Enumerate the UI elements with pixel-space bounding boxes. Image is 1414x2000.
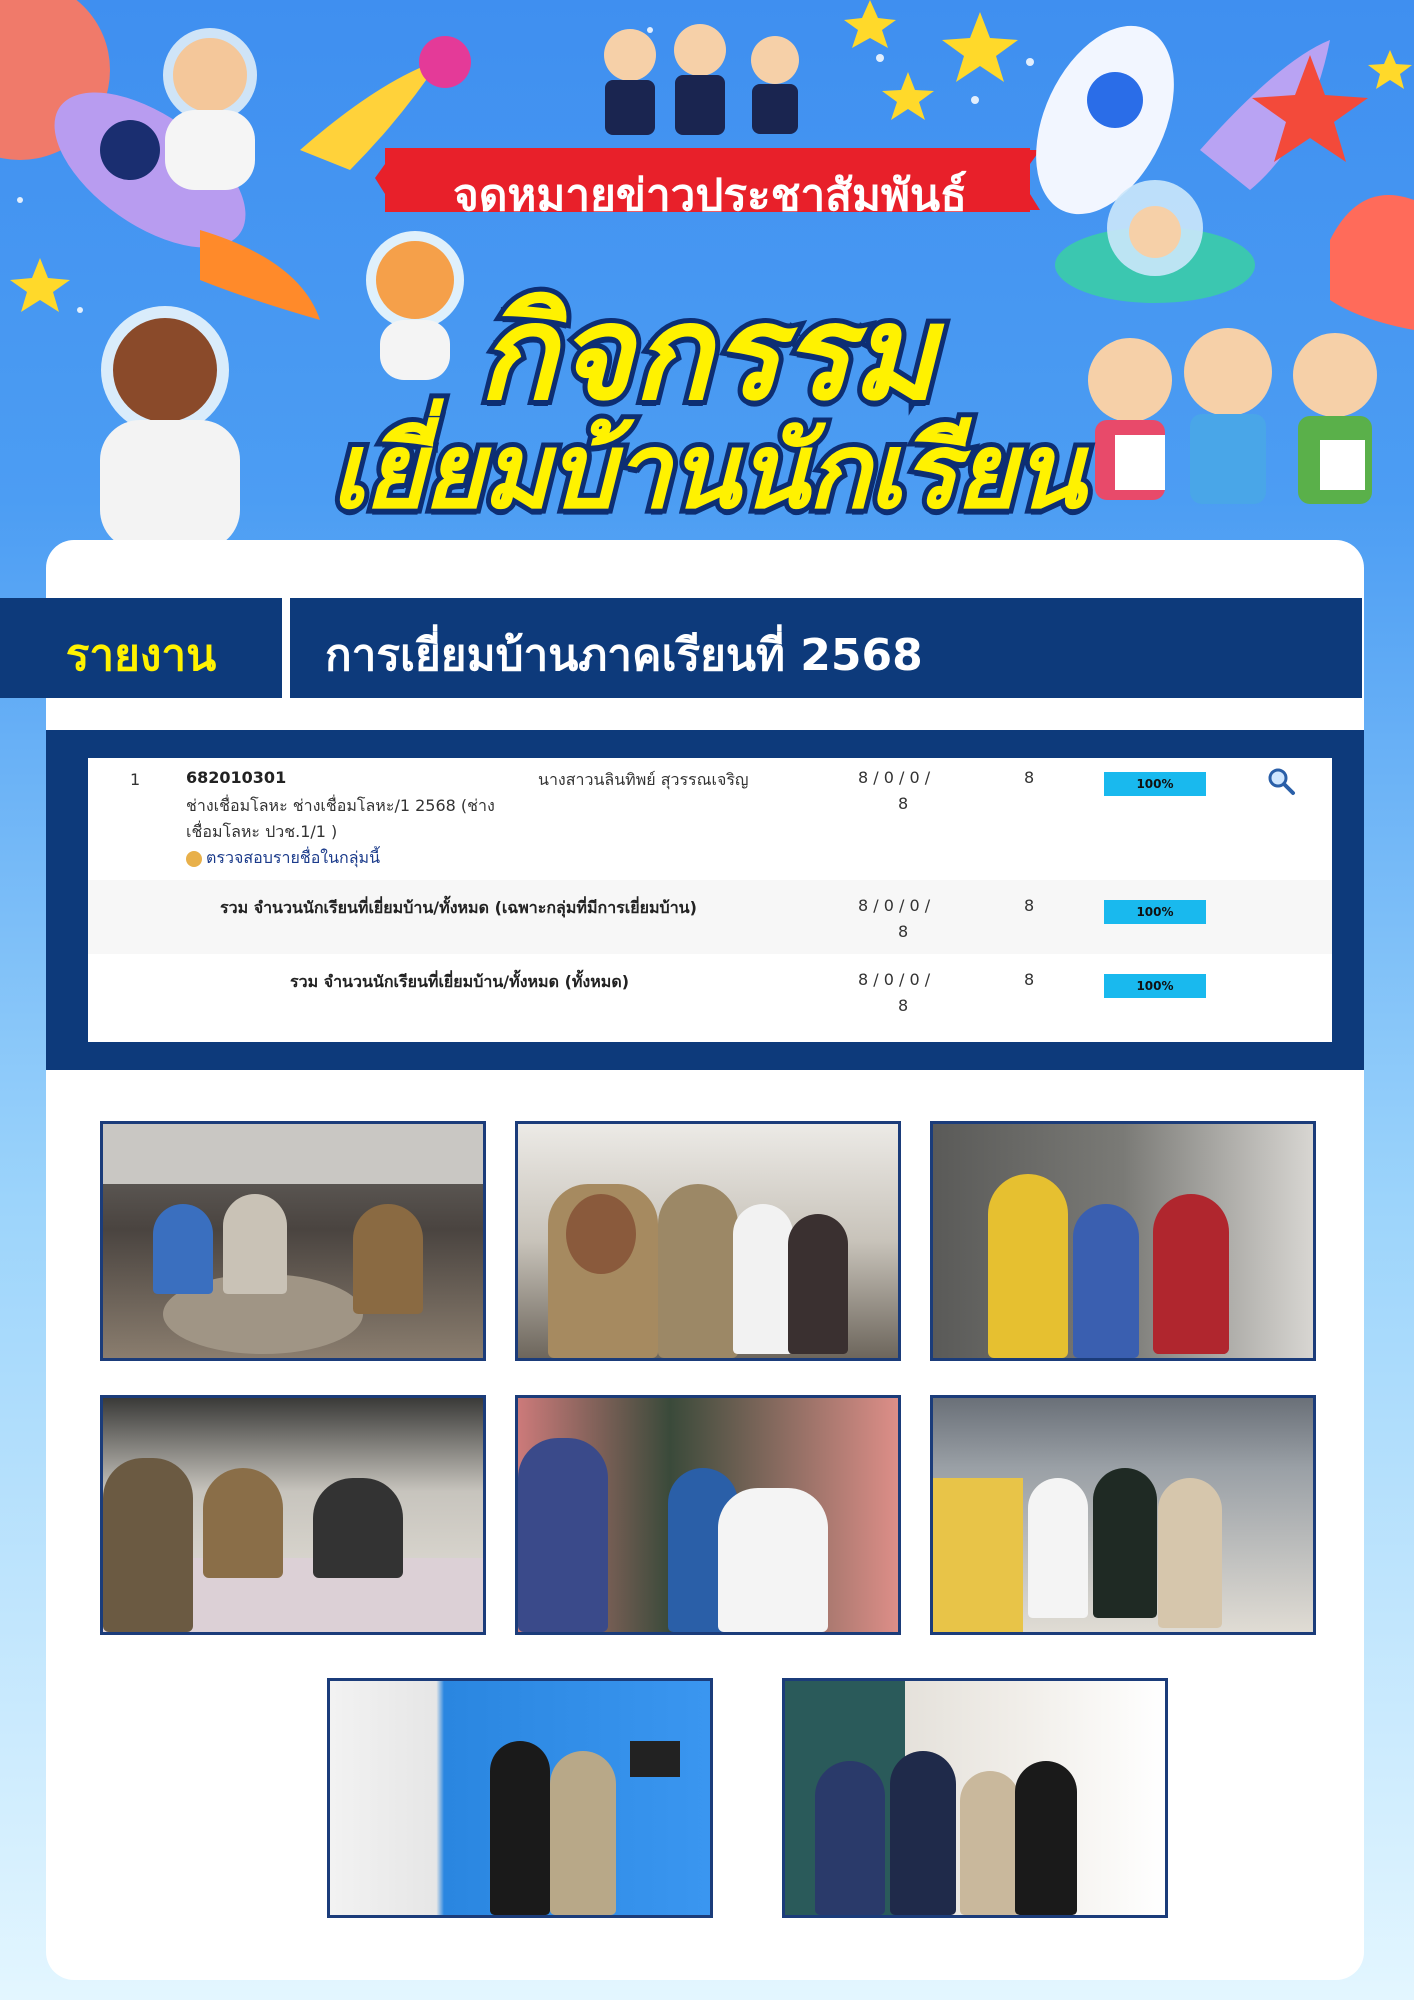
group-name-line2: เชื่อมโลหะ ปวช.1/1 ) bbox=[186, 822, 338, 841]
title-line1: กิจกรรม bbox=[477, 277, 937, 429]
visit-photo-2 bbox=[515, 1121, 901, 1361]
counts-line2: 8 bbox=[898, 794, 909, 813]
visit-photo-7 bbox=[327, 1678, 713, 1918]
visit-photo-5 bbox=[515, 1395, 901, 1635]
visit-table bbox=[88, 758, 1332, 1042]
visit-photo-1 bbox=[100, 1121, 486, 1361]
group-code: 682010301 bbox=[186, 768, 287, 787]
astronaut-boy-icon bbox=[165, 33, 255, 190]
summary-progress-bar: 100% bbox=[1104, 900, 1206, 924]
title-line2: เยี่ยมบ้านนักเรียน bbox=[330, 410, 1084, 532]
all-progress-bar: 100% bbox=[1104, 974, 1206, 998]
visit-photo-8 bbox=[782, 1678, 1168, 1918]
report-title: การเยี่ยมบ้านภาคเรียนที่ 2568 bbox=[325, 630, 923, 681]
summary-counts-line2: 8 bbox=[898, 922, 909, 941]
check-members-link[interactable] bbox=[186, 846, 380, 871]
all-counts-line1: 8 / 0 / 0 / bbox=[858, 970, 931, 989]
ribbon-text: จดหมายข่าวประชาสัมพันธ์ bbox=[453, 170, 967, 221]
all-counts-line2: 8 bbox=[898, 996, 909, 1015]
progress-bar: 100% bbox=[1104, 772, 1206, 796]
report-label: รายงาน bbox=[65, 630, 217, 681]
students-top-icon bbox=[604, 24, 799, 135]
summary-label-all: รวม จำนวนนักเรียนที่เยี่ยมบ้าน/ทั้งหมด (ทั้งหมด) bbox=[290, 972, 630, 991]
group-name-line1: ช่างเชื่อมโลหะ ช่างเชื่อมโลหะ/1 2568 (ช่าง bbox=[186, 796, 495, 815]
summary-counts-line1: 8 / 0 / 0 / bbox=[858, 896, 931, 915]
visit-photo-4 bbox=[100, 1395, 486, 1635]
total-count: 8 bbox=[1024, 768, 1035, 787]
row-number: 1 bbox=[130, 770, 141, 789]
teacher-name: นางสาวนลินทิพย์ สุวรรณเจริญ bbox=[538, 770, 749, 789]
counts-line1: 8 / 0 / 0 / bbox=[858, 768, 931, 787]
report-bar-divider bbox=[282, 598, 290, 698]
check-members-text: ตรวจสอบรายชื่อในกลุ่มนี้ bbox=[206, 848, 381, 867]
summary-label-group: รวม จำนวนนักเรียนที่เยี่ยมบ้าน/ทั้งหมด (เฉพาะกลุ่มที่มีการเยี่ยมบ้าน) bbox=[220, 898, 697, 917]
summary-total: 8 bbox=[1024, 896, 1035, 915]
group-users-icon bbox=[186, 851, 202, 867]
search-icon[interactable] bbox=[1266, 766, 1296, 796]
visit-photo-3 bbox=[930, 1121, 1316, 1361]
visit-photo-6 bbox=[930, 1395, 1316, 1635]
all-total: 8 bbox=[1024, 970, 1035, 989]
